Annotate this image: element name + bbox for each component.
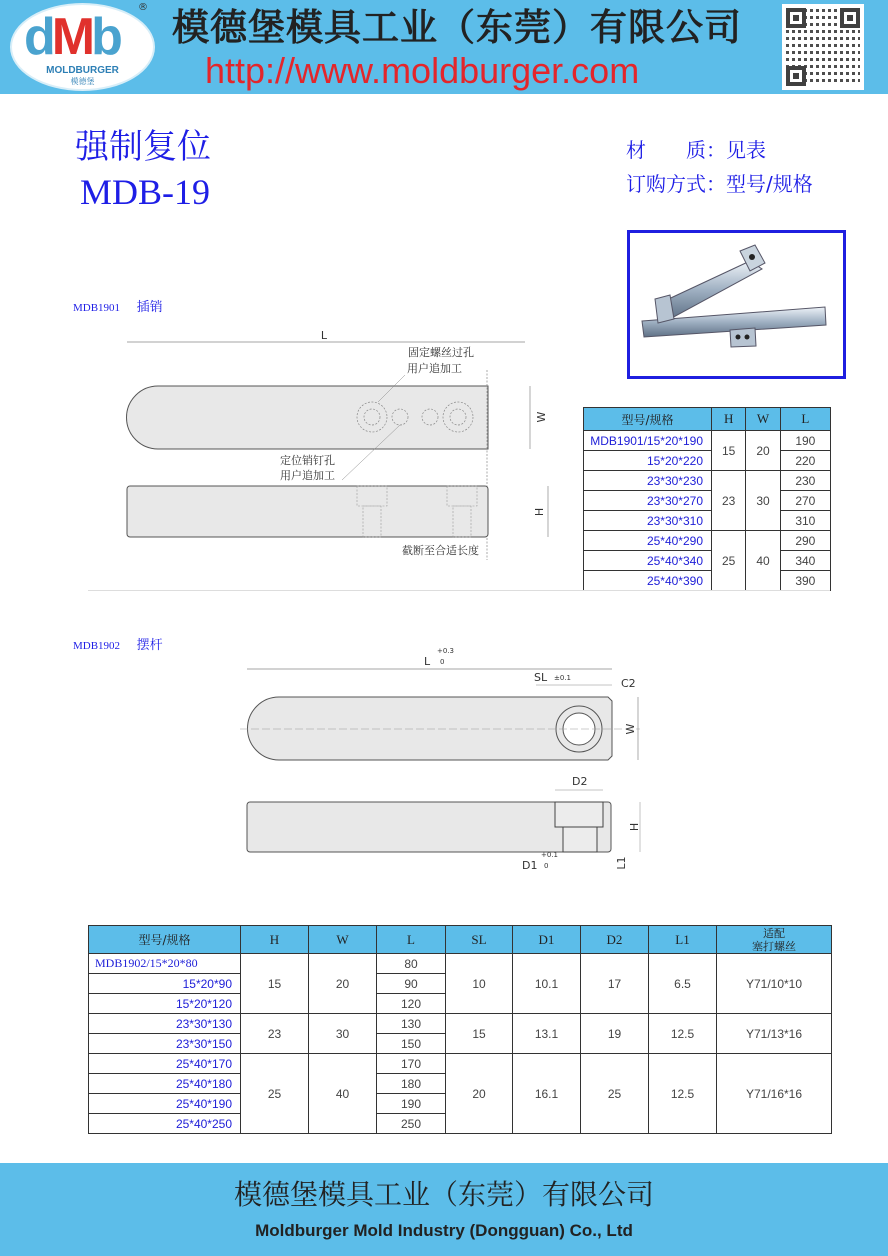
sl-cell: 20 (446, 1054, 513, 1134)
l-cell: 290 (780, 531, 830, 551)
company-logo: dMb MOLDBURGER 模德堡 (10, 3, 155, 91)
l-cell: 190 (780, 431, 830, 451)
label-L: L (320, 329, 328, 342)
model-cell: MDB1902/15*20*80 (89, 954, 241, 974)
l-cell: 120 (377, 994, 446, 1014)
model-cell: 25*40*180 (89, 1074, 241, 1094)
model-cell: 15*20*90 (89, 974, 241, 994)
table-row (89, 1014, 832, 1034)
label-W: W (535, 411, 548, 423)
order-info: 订购方式：型号/规格 (626, 172, 813, 196)
header-H: H (712, 408, 746, 431)
l-cell: 180 (377, 1074, 446, 1094)
table-row (584, 531, 831, 551)
label-D1-tol0: 0 (544, 862, 549, 870)
product-photo (627, 230, 846, 379)
section1-code: MDB1901 (73, 302, 121, 314)
model-cell: 15*20*220 (584, 451, 712, 471)
d1-cell: 13.1 (513, 1014, 581, 1054)
section2-code: MDB1902 (73, 640, 121, 652)
l-cell: 130 (377, 1014, 446, 1034)
h-cell: 15 (241, 954, 309, 1014)
h-cell: 23 (241, 1014, 309, 1054)
header-L: L (377, 926, 446, 954)
company-name: 模德堡模具工业（东莞）有限公司 (172, 6, 742, 49)
model-cell: 25*40*170 (89, 1054, 241, 1074)
screw-cell: Y71/10*10 (717, 954, 832, 1014)
lever-drawing (240, 645, 660, 880)
label-W: W (624, 723, 637, 735)
table-row (584, 511, 831, 531)
note-screw-hole: 固定螺丝过孔 (408, 346, 474, 359)
l1-cell: 12.5 (649, 1054, 717, 1134)
d1-cell: 10.1 (513, 954, 581, 1014)
section-divider (88, 590, 830, 591)
model-cell: 23*30*130 (89, 1014, 241, 1034)
w-cell: 40 (746, 531, 780, 591)
header-model: 型号/规格 (584, 408, 712, 431)
label-L: L (424, 655, 431, 668)
l-cell: 150 (377, 1034, 446, 1054)
l1-cell: 6.5 (649, 954, 717, 1014)
h-cell: 25 (712, 531, 746, 591)
logo-brand: MOLDBURGER (46, 65, 119, 76)
product-model: MDB-19 (80, 172, 211, 212)
logo-cn: 模德堡 (70, 77, 95, 86)
h-cell: 25 (241, 1054, 309, 1134)
w-cell: 40 (309, 1054, 377, 1134)
l1-cell: 12.5 (649, 1014, 717, 1054)
mdb1902-spec-table (88, 925, 832, 1134)
d2-cell: 17 (581, 954, 649, 1014)
l-cell: 230 (780, 471, 830, 491)
footer-company-cn: 模德堡模具工业（东莞）有限公司 (233, 1178, 654, 1211)
header-W: W (746, 408, 780, 431)
w-cell: 20 (309, 954, 377, 1014)
table-row (584, 471, 831, 491)
table-row (584, 551, 831, 571)
header-screw-line1: 适配 (763, 926, 785, 940)
d2-cell: 19 (581, 1014, 649, 1054)
section1-name: 插销 (136, 300, 163, 315)
w-cell: 30 (309, 1014, 377, 1054)
registered-mark: ® (138, 2, 148, 13)
l-cell: 250 (377, 1114, 446, 1134)
header-H: H (241, 926, 309, 954)
header-D1: D1 (513, 926, 581, 954)
model-cell: MDB1901/15*20*190 (584, 431, 712, 451)
model-cell: 25*40*390 (584, 571, 712, 591)
model-cell: 25*40*340 (584, 551, 712, 571)
header-SL: SL (446, 926, 513, 954)
model-cell: 23*30*270 (584, 491, 712, 511)
d1-cell: 16.1 (513, 1054, 581, 1134)
l-cell: 190 (377, 1094, 446, 1114)
label-C2: C2 (621, 677, 636, 690)
table-row (584, 451, 831, 471)
model-cell: 25*40*250 (89, 1114, 241, 1134)
label-SL: SL (534, 671, 548, 684)
product-title: 强制复位 (75, 127, 211, 167)
table-row (584, 571, 831, 591)
l-cell: 90 (377, 974, 446, 994)
note-pin-hole: 定位销钉孔 (280, 454, 335, 467)
note-user-machining-1: 用户追加工 (407, 362, 462, 375)
l-cell: 220 (780, 451, 830, 471)
table-row (89, 1054, 832, 1074)
header-screw-line2: 塞打螺丝 (752, 939, 796, 953)
label-H: H (533, 507, 546, 517)
footer-company-en: Moldburger Mold Industry (Dongguan) Co., Ltd (255, 1221, 633, 1240)
l-cell: 390 (780, 571, 830, 591)
qr-code-icon (782, 4, 864, 90)
label-L1: L1 (615, 856, 628, 870)
l-cell: 270 (780, 491, 830, 511)
sl-cell: 15 (446, 1014, 513, 1054)
mdb1901-spec-table (583, 407, 831, 591)
header-model: 型号/规格 (89, 926, 241, 954)
note-cut-length: 截断至合适长度 (402, 544, 479, 557)
w-cell: 30 (746, 471, 780, 531)
header-L: L (780, 408, 830, 431)
label-D2: D2 (572, 775, 588, 788)
label-H: H (628, 822, 641, 832)
label-L-tol0: 0 (440, 658, 445, 666)
section2-name: 摆杆 (136, 638, 163, 653)
h-cell: 15 (712, 431, 746, 471)
header-D2: D2 (581, 926, 649, 954)
header-screw (717, 926, 832, 954)
model-cell: 23*30*150 (89, 1034, 241, 1054)
screw-cell: Y71/16*16 (717, 1054, 832, 1134)
table-row (89, 954, 832, 974)
dowel-top-view (127, 386, 489, 449)
h-cell: 23 (712, 471, 746, 531)
section1-label (73, 300, 163, 316)
l-cell: 340 (780, 551, 830, 571)
model-cell: 23*30*230 (584, 471, 712, 491)
model-cell: 25*40*290 (584, 531, 712, 551)
screw-cell: Y71/13*16 (717, 1014, 832, 1054)
dowel-side-view (127, 486, 488, 537)
table-row (584, 491, 831, 511)
website-url[interactable]: http://www.moldburger.com (205, 50, 640, 91)
label-D1-tol: +0.1 (541, 851, 558, 859)
sl-cell: 10 (446, 954, 513, 1014)
model-cell: 23*30*310 (584, 511, 712, 531)
model-cell: 25*40*190 (89, 1094, 241, 1114)
dowel-drawing (120, 325, 560, 565)
label-SL-tol: ±0.1 (554, 674, 571, 682)
note-user-machining-2: 用户追加工 (280, 469, 335, 482)
l-cell: 80 (377, 954, 446, 974)
d2-cell: 25 (581, 1054, 649, 1134)
material-info: 材 质：见表 (626, 138, 766, 162)
l-cell: 170 (377, 1054, 446, 1074)
header-W: W (309, 926, 377, 954)
label-D1: D1 (522, 859, 538, 872)
model-cell: 15*20*120 (89, 994, 241, 1014)
w-cell: 20 (746, 431, 780, 471)
label-L-tol: +0.3 (437, 647, 454, 655)
l-cell: 310 (780, 511, 830, 531)
table-row (584, 431, 831, 451)
section2-label (73, 638, 163, 654)
header-L1: L1 (649, 926, 717, 954)
